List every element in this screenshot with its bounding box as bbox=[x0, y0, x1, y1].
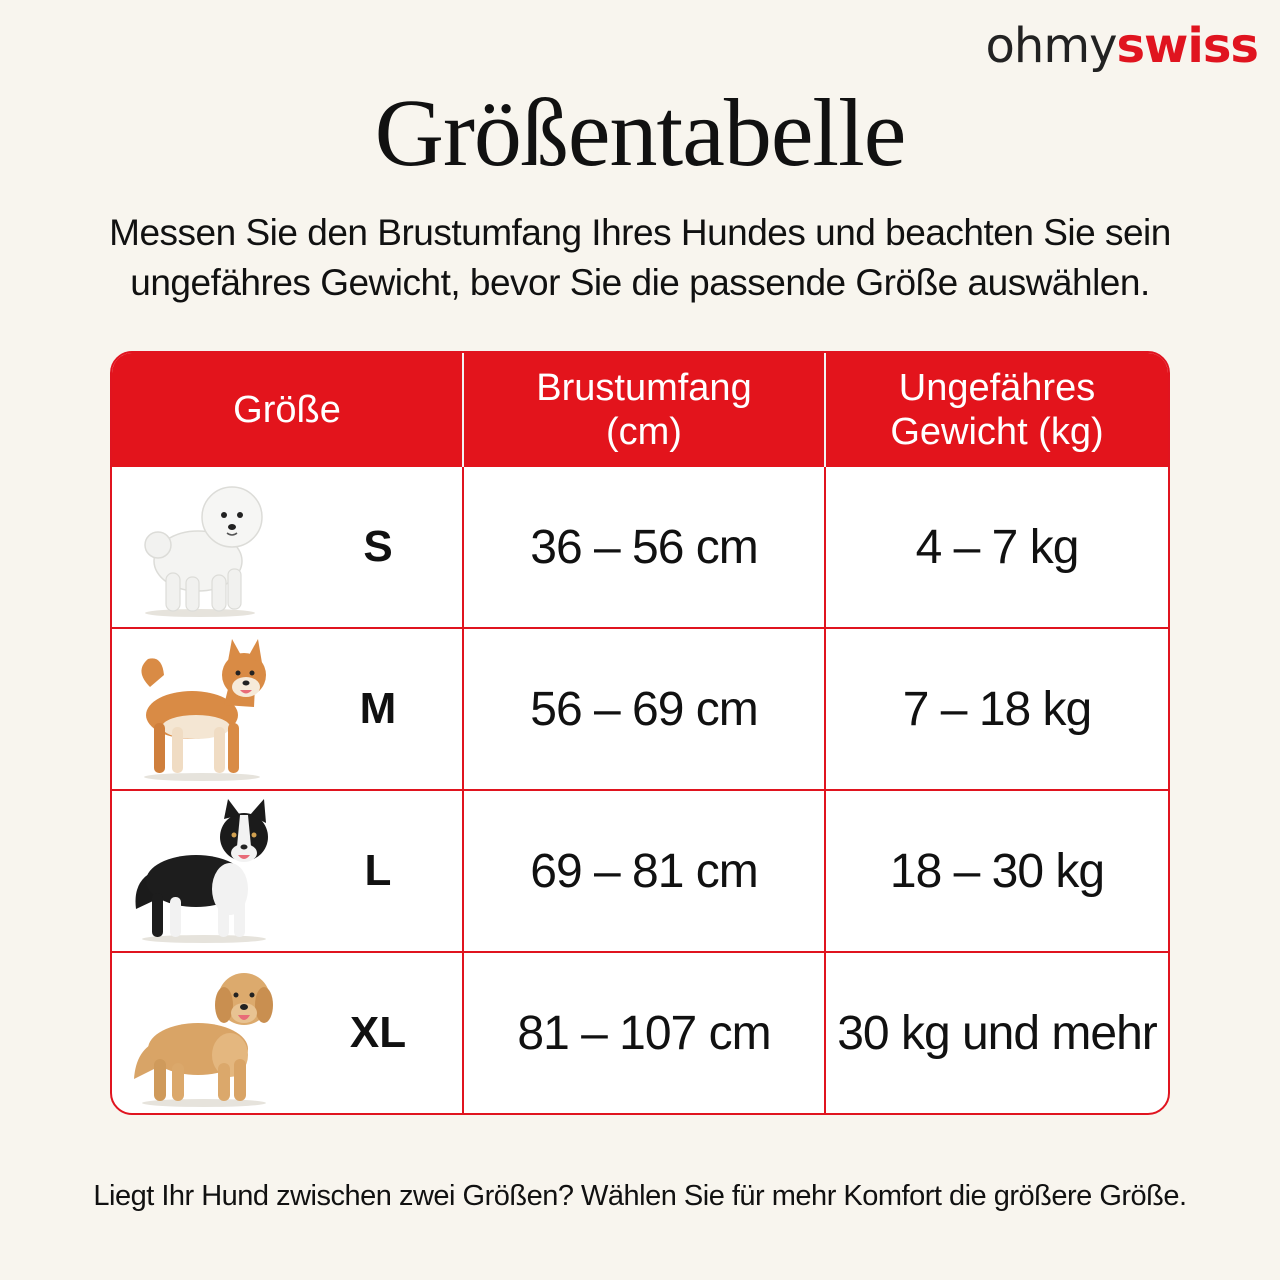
weight-cell: 7 – 18 kg bbox=[824, 629, 1168, 789]
size-label: M bbox=[359, 684, 397, 733]
footer-note: Liegt Ihr Hund zwischen zwei Größen? Wählen Sie für mehr Komfort die größere Größe. bbox=[93, 1180, 1187, 1212]
brand-logo-part1: ohmy bbox=[985, 18, 1117, 74]
header-size-label: Größe bbox=[233, 389, 341, 431]
table-body bbox=[112, 467, 1168, 1113]
table-row-m bbox=[112, 627, 1168, 789]
subtitle-line-1: Messen Sie den Brustumfang Ihres Hundes und beachten Sie sein bbox=[109, 212, 1171, 253]
header-size bbox=[112, 353, 462, 467]
header-weight bbox=[824, 353, 1168, 467]
chest-cell: 36 – 56 cm bbox=[462, 467, 824, 627]
shiba-inu-dog-image bbox=[130, 635, 280, 783]
header-weight-line-1: Ungefähres bbox=[898, 367, 1096, 409]
brand-logo bbox=[985, 18, 1258, 74]
border-collie-dog-image bbox=[130, 797, 280, 945]
chest-cell: 81 – 107 cm bbox=[462, 953, 824, 1113]
brand-logo-part2: swiss bbox=[1116, 18, 1258, 74]
chest-cell: 56 – 69 cm bbox=[462, 629, 824, 789]
table-row-s bbox=[112, 467, 1168, 627]
size-cell bbox=[112, 467, 462, 627]
weight-cell: 30 kg und mehr bbox=[824, 953, 1168, 1113]
size-cell bbox=[112, 629, 462, 789]
header-chest bbox=[462, 353, 824, 467]
golden-retriever-dog-image bbox=[130, 959, 280, 1107]
chest-cell: 69 – 81 cm bbox=[462, 791, 824, 951]
page-title: Größentabelle bbox=[374, 79, 906, 186]
header-weight-line-2: Gewicht (kg) bbox=[890, 411, 1104, 453]
size-label: XL bbox=[349, 1008, 407, 1057]
table-row-l bbox=[112, 789, 1168, 951]
bichon-dog-image bbox=[130, 473, 280, 621]
header-chest-line-2: (cm) bbox=[606, 411, 682, 453]
size-label: S bbox=[363, 522, 393, 571]
header-chest-line-1: Brustumfang bbox=[536, 367, 752, 409]
subtitle-line-2: ungefähres Gewicht, bevor Sie die passende Größe auswählen. bbox=[130, 262, 1150, 303]
table-header bbox=[112, 353, 1168, 467]
weight-cell: 18 – 30 kg bbox=[824, 791, 1168, 951]
table-row-xl bbox=[112, 951, 1168, 1113]
size-label: L bbox=[364, 846, 392, 895]
page-subtitle bbox=[80, 208, 1200, 308]
size-cell bbox=[112, 791, 462, 951]
weight-cell: 4 – 7 kg bbox=[824, 467, 1168, 627]
size-cell bbox=[112, 953, 462, 1113]
size-table bbox=[110, 351, 1170, 1115]
